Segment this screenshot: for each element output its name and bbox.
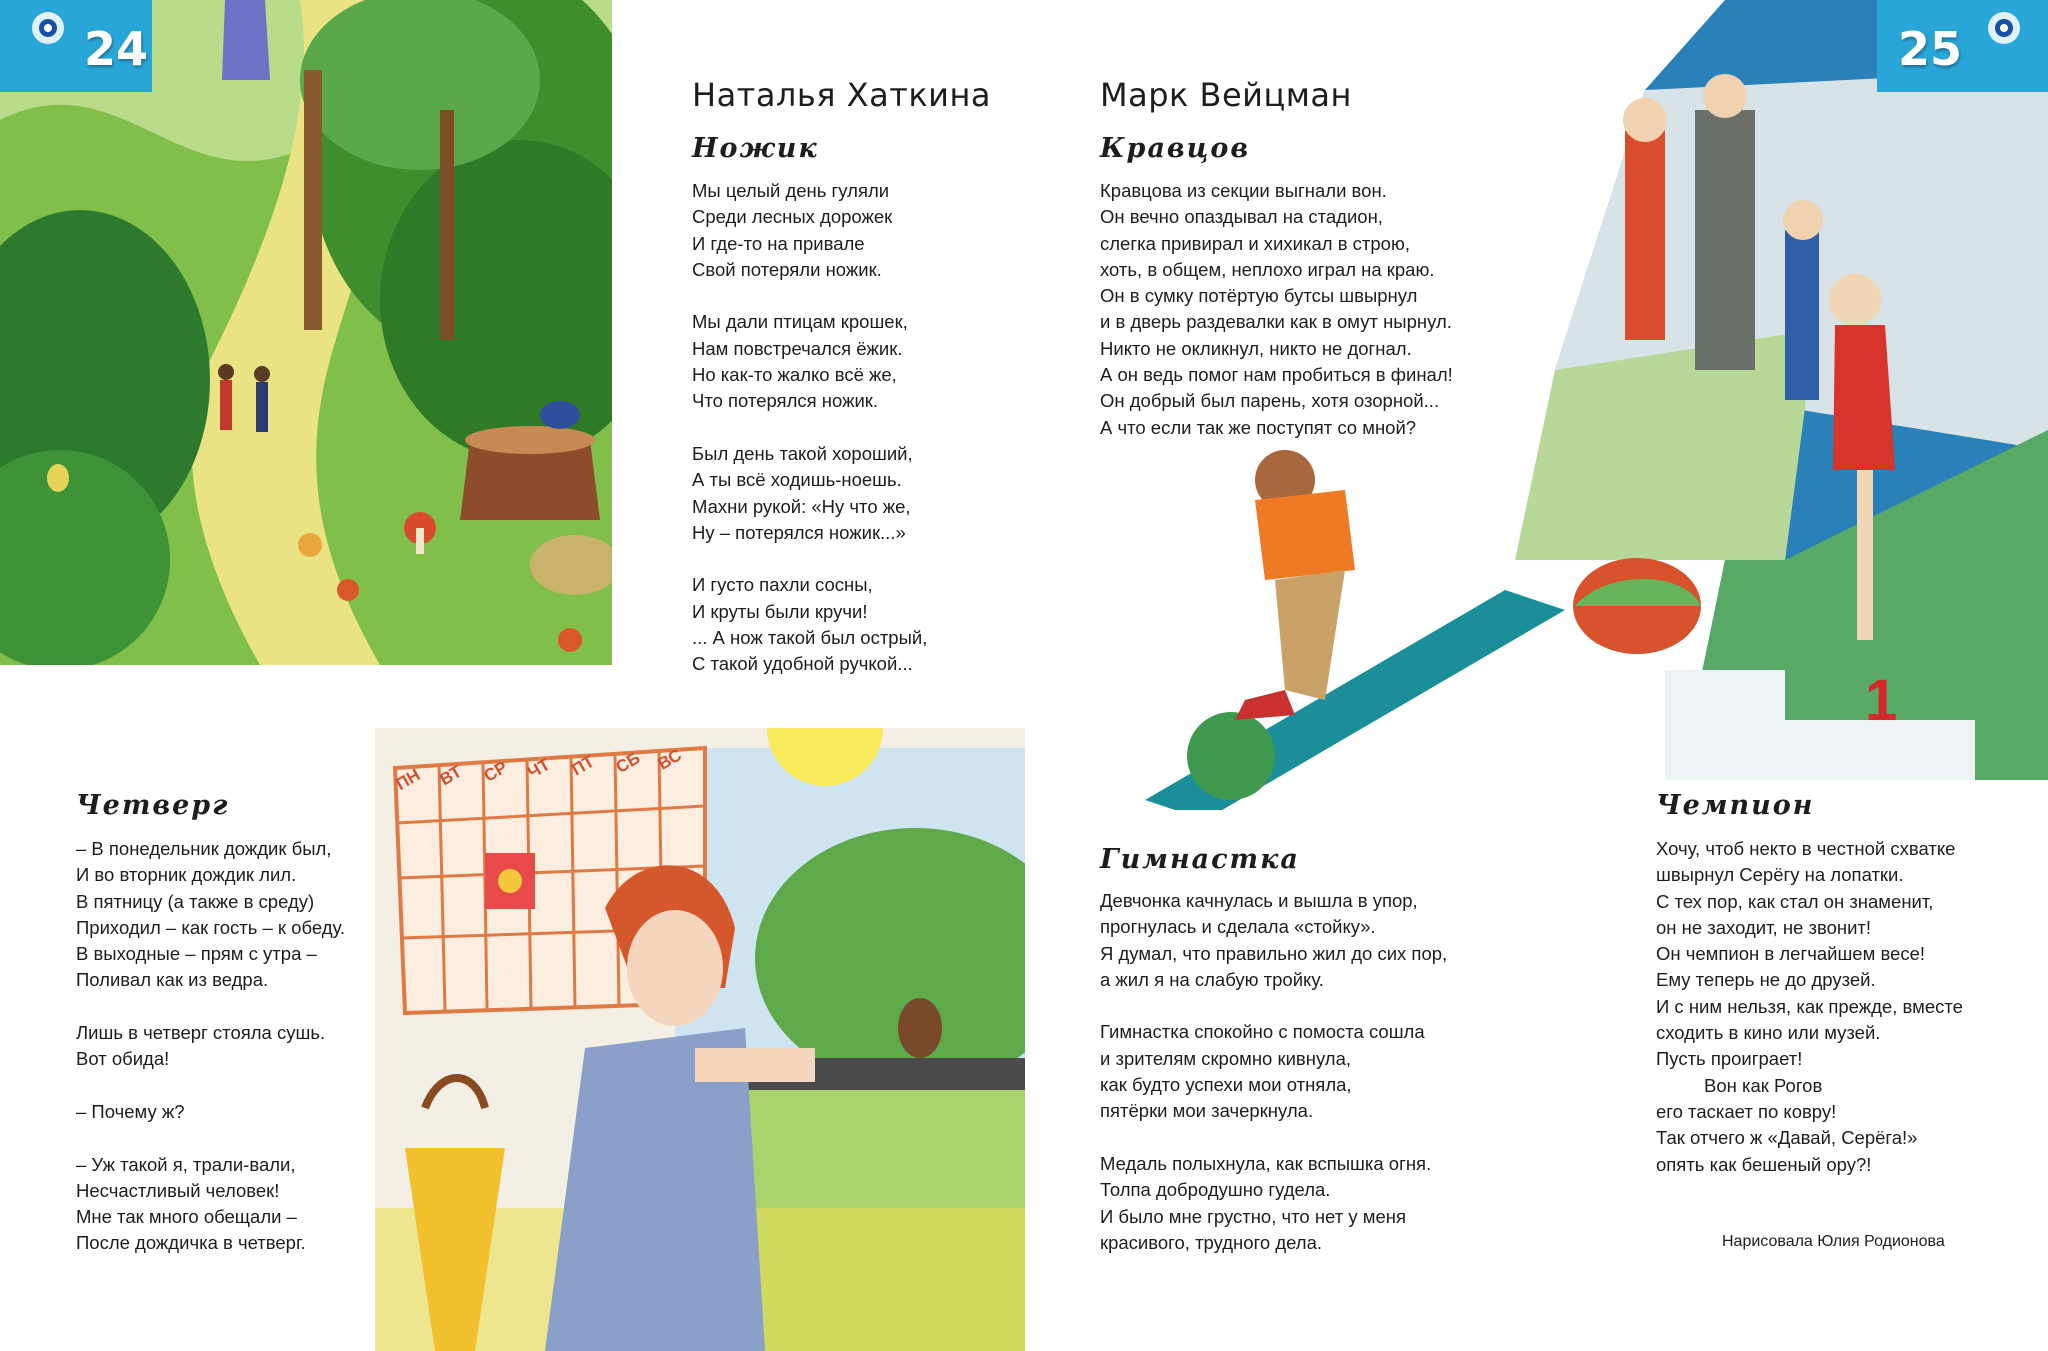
poem-line: Лишь в четверг стояла сушь. [76, 1022, 326, 1044]
poem-line: Ему теперь не до друзей. [1656, 969, 1876, 991]
poem-title-nozhik: Ножик [692, 133, 819, 164]
calendar-day-label: ВТ [436, 761, 466, 790]
poem-line [1100, 1125, 1447, 1151]
poem-line: А ты всё ходишь-ноешь. [692, 469, 902, 491]
poem-line: и зрителям скромно кивнула, [1100, 1047, 1352, 1069]
poem-line: – Уж такой я, трали-вали, [76, 1153, 296, 1175]
poem-line: сходить в кино или музей. [1656, 1022, 1881, 1044]
poem-line: Нам повстречался ёжик. [692, 337, 903, 359]
poem-line: Медаль полыхнула, как вспышка огня. [1100, 1152, 1432, 1174]
poem-line: И круты были кручи! [692, 600, 868, 622]
poem-line: пятёрки мои зачеркнула. [1100, 1100, 1314, 1122]
poem-line: как будто успехи мои отняла, [1100, 1074, 1352, 1096]
poem-text-chetverg [76, 836, 345, 1257]
calendar-day-label: СБ [612, 748, 644, 777]
podium-number-text: 1 [1865, 668, 1898, 733]
calendar-day-label: ПТ [568, 751, 598, 780]
poem-line: Поливал как из ведра. [76, 969, 269, 991]
poem-line: Я думал, что правильно жил до сих пор, [1100, 942, 1448, 964]
poem-line: а жил я на слабую тройку. [1100, 968, 1324, 990]
poem-line: Но как-то жалко всё же, [692, 364, 897, 386]
poem-line: – Почему ж? [76, 1100, 185, 1122]
poem-line: Приходил – как гость – к обеду. [76, 916, 346, 938]
poem-line: А что если так же поступят со мной? [1100, 416, 1417, 438]
poem-line: Девчонка качнулась и вышла в упор, [1100, 890, 1418, 911]
poem-line: Он добрый был парень, хотя озорной... [1100, 390, 1440, 412]
poem-line: швырнул Серёгу на лопатки. [1656, 864, 1904, 886]
poem-line: Был день такой хороший, [692, 442, 913, 464]
poem-line: С тех пор, как стал он знаменит, [1656, 890, 1934, 912]
calendar-day-label: ПН [392, 765, 424, 794]
poem-line: – В понедельник дождик был, [76, 838, 332, 859]
illustrator-credit: Нарисовала Юлия Родионова [1722, 1233, 1945, 1250]
calendar-day-label: СР [480, 757, 511, 786]
poem-line [76, 1125, 345, 1151]
poem-line: И густо пахли сосны, [692, 574, 873, 596]
poem-line: Мне так много обещали – [76, 1206, 297, 1228]
poem-line: опять как бешеный ору?! [1656, 1153, 1872, 1175]
page-number-left: 24 [84, 22, 149, 76]
poem-line: Ну – потерялся ножик...» [692, 521, 906, 543]
poem-line: Вот обида! [76, 1048, 170, 1070]
poem-line: его таскает по ковру! [1656, 1100, 1837, 1122]
poem-line: Вон как Рогов [1704, 1074, 1823, 1096]
poem-line: Он в сумку потёртую бутсы швырнул [1100, 285, 1418, 307]
poem-line: И было мне грустно, что нет у меня [1100, 1205, 1406, 1227]
author-left: Наталья Хаткина [692, 76, 991, 114]
poem-line: В выходные – прям с утра – [76, 943, 317, 965]
poem-line: Мы целый день гуляли [692, 180, 890, 201]
poem-line: и в дверь раздевалки как в омут нырнул. [1100, 311, 1452, 333]
poem-line: Несчастливый человек! [76, 1179, 280, 1201]
poem-line: Никто не окликнул, никто не догнал. [1100, 337, 1412, 359]
poem-text-chempion [1656, 836, 1963, 1178]
poem-line: ... А нож такой был острый, [692, 627, 928, 649]
author-right: Марк Вейцман [1100, 76, 1352, 114]
poem-line [76, 994, 345, 1020]
calendar-day-labels [392, 745, 692, 794]
poem-line: Он вечно опаздывал на стадион, [1100, 206, 1383, 228]
poem-line: В пятницу (а также в среду) [76, 890, 315, 912]
poem-line: После дождичка в четверг. [76, 1232, 306, 1254]
poem-title-kravtsov: Кравцов [1100, 133, 1251, 164]
poem-line: он не заходит, не звонит! [1656, 916, 1872, 938]
poem-line: Свой потеряли ножик. [692, 258, 882, 280]
poem-line: Так отчего ж «Давай, Серёга!» [1656, 1127, 1918, 1149]
poem-line: Кравцова из секции выгнали вон. [1100, 180, 1387, 201]
page-number-right: 25 [1898, 22, 1963, 76]
poem-line: И где-то на привале [692, 232, 865, 254]
calendar-day-label: ВС [654, 745, 685, 774]
poem-line: Что потерялся ножик. [692, 390, 879, 412]
poem-line [692, 283, 927, 309]
poem-line: Среди лесных дорожек [692, 206, 893, 228]
poem-text-kravtsov [1100, 178, 1453, 441]
poem-line: красивого, трудного дела. [1100, 1231, 1323, 1253]
poem-text-nozhik [692, 178, 927, 678]
poem-title-chempion: Чемпион [1656, 790, 1815, 821]
poem-line: Махни рукой: «Ну что же, [692, 495, 911, 517]
poem-line: хоть, в общем, неплохо играл на краю. [1100, 258, 1435, 280]
poem-line: И во вторник дождик лил. [76, 864, 297, 886]
poem-text-gimnastka [1100, 888, 1447, 1256]
poem-line: Гимнастка спокойно с помоста сошла [1100, 1021, 1425, 1043]
poem-line [692, 415, 927, 441]
poem-title-chetverg: Четверг [76, 790, 230, 821]
poem-line: И с ним нельзя, как прежде, вместе [1656, 995, 1963, 1017]
window-boy-illustration [375, 728, 1025, 1351]
poem-line [692, 546, 927, 572]
poem-line: Пусть проиграет! [1656, 1048, 1803, 1070]
poem-line: прогнулась и сделала «стойку». [1100, 916, 1376, 938]
poem-line: Хочу, чтоб некто в честной схватке [1656, 838, 1956, 859]
poem-line: Он чемпион в легчайшем весе! [1656, 943, 1926, 965]
calendar-day-label: ЧТ [524, 754, 554, 783]
forest-illustration [0, 0, 612, 665]
poem-title-gimnastka: Гимнастка [1100, 844, 1300, 875]
poem-line: С такой удобной ручкой... [692, 653, 913, 675]
poem-line: А он ведь помог нам пробиться в финал! [1100, 364, 1453, 386]
poem-line: Мы дали птицам крошек, [692, 311, 908, 333]
poem-line [1100, 993, 1447, 1019]
poem-line: Толпа добродушно гудела. [1100, 1179, 1331, 1201]
poem-line: слегка привирал и хихикал в строю, [1100, 232, 1410, 254]
poem-line [76, 1073, 345, 1099]
